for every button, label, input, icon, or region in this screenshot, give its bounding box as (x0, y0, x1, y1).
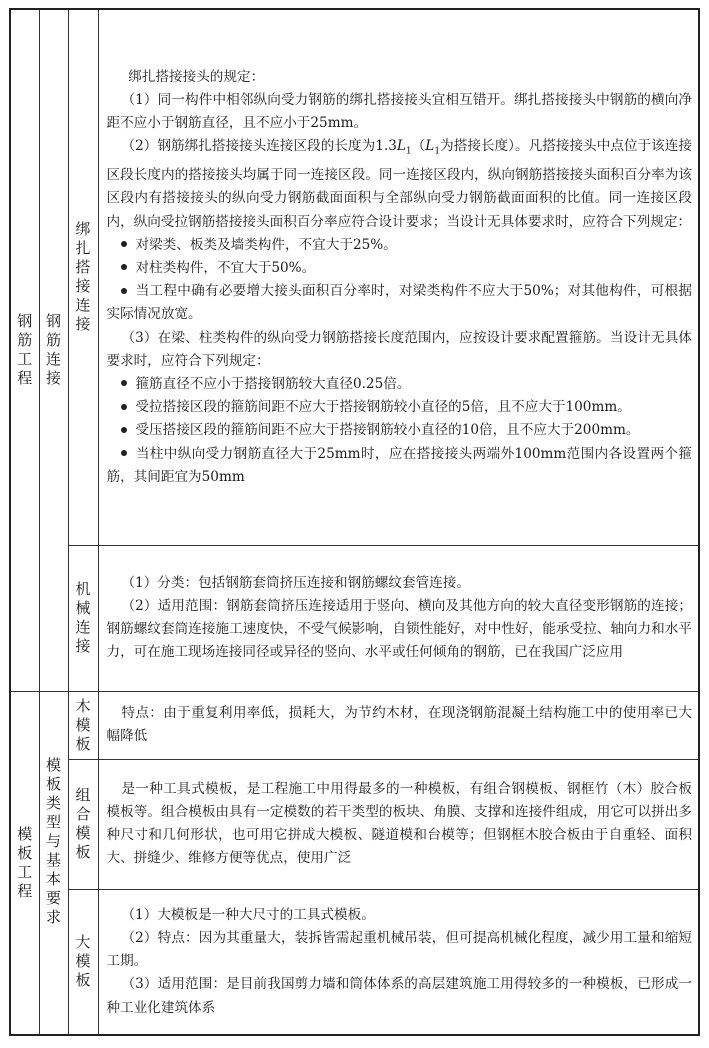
category-label: 钢筋工程 (17, 312, 33, 388)
paragraph: （1）大模板是一种大尺寸的工具式模板。 (121, 906, 375, 923)
table-row (10, 889, 699, 1035)
paragraph: （3）在梁、柱类构件的纵向受力钢筋搭接长度范围内，应按设计要求配置箍筋。当设计无具体要求时，应符合下列规定： (106, 329, 692, 369)
content-cell (98, 545, 699, 691)
paragraph: （2）钢筋绑扎搭接接头连接区段的长度为$1.3L_1(L_1$为搭接长度）。凡搭接接头中点位于该连接区段长度内的搭接接头均属于同一连接区段。同一连接区段内，纵向钢筋搭接接头面积百分率为该区段内有搭接接头的纵向受力钢筋截面面积与全部纵向受力钢筋截面面积的比值。同一连接区段内，纵向受拉钢筋搭接接头面积百分率应符合设计要求；当设计无具体要求时，应符合下列规定： (106, 138, 693, 230)
paragraph: （1）同一构件中相邻纵向受力钢筋的绑扎搭接接头宜相互错开。绑扎搭接接头中钢筋的横向净距不应小于钢筋直径，且不应小于25mm。 (106, 91, 692, 131)
paragraph: （2）特点：因为其重量大，装拆皆需起重机械吊装，但可提高机械化程度，减少用工量和缩短工期。 (106, 929, 692, 970)
method-label: 机械连接 (75, 580, 91, 655)
subcategory-cell (39, 691, 68, 1035)
method-cell (68, 691, 98, 759)
content-cell (98, 889, 699, 1035)
spec-table (9, 8, 700, 1036)
bullet-item: 受拉搭接区段的箍筋间距不应大于搭接钢筋较小直径的5倍，且不应大于100mm。 (107, 396, 693, 419)
method-cell (68, 545, 98, 691)
bullet-icon (121, 241, 127, 247)
rule-heading: 绑扎搭接接头的规定： (128, 68, 265, 85)
category-cell (10, 9, 39, 691)
bullet-icon (121, 450, 127, 456)
table-row (10, 9, 699, 545)
paragraph: （1）分类：包括钢筋套筒挤压连接和钢筋螺纹套管连接。 (121, 574, 470, 591)
paragraph: 是一种工具式模板，是工程施工中用得最多的一种模板，有组合钢模板、钢框竹（木）胶合板模板等。组合模板由具有一定模数的若干类型的板块、角膜、支撑和连接件组成，用它可以拼出多种尺寸和几何形状，也可用它拼成大模板、隧道模和台模等；但钢框木胶合板由于自重轻、面积大、拼缝少、维修方便等优点，使用广泛 (106, 780, 692, 867)
method-cell (68, 9, 98, 545)
paragraph: （3）适用范围：是目前我国剪力墙和筒体体系的高层建筑施工用得较多的一种模板，已形成一种工业化建筑体系 (106, 976, 692, 1016)
method-label: 绑扎搭接连接 (75, 220, 91, 334)
method-cell (68, 889, 98, 1035)
category-label: 模板工程 (17, 824, 33, 900)
bullet-item: 受压搭接区段的箍筋间距不应大于搭接钢筋较小直径的10倍，且不应大于200mm。 (107, 419, 693, 442)
subcategory-label: 钢筋连接 (46, 312, 62, 388)
subcategory-cell (39, 9, 68, 691)
paragraph: 特点：由于重复利用率低，损耗大，为节约木材，在现浇钢筋混凝土结构施工中的使用率已大幅降低 (106, 704, 692, 744)
bullet-item: 对梁类、板类及墙类构件，不宜大于25%。 (107, 234, 693, 257)
bullet-item: 当工程中确有必要增大接头面积百分率时，对梁类构件不应大于50%；对其他构件，可根据实际情况放宽。 (106, 283, 692, 323)
table-row (10, 545, 699, 691)
method-label: 木模板 (75, 696, 91, 753)
bullet-icon (121, 427, 127, 433)
bullet-icon (121, 404, 127, 410)
method-cell (68, 759, 98, 889)
bullet-item: 当柱中纵向受力钢筋直径大于25mm时，应在搭接接头两端外100mm范围内各设置两个箍筋，其间距宜为50mm (106, 445, 692, 485)
bullet-icon (121, 288, 127, 294)
category-cell (10, 691, 39, 1035)
method-label: 大模板 (75, 933, 91, 990)
content-cell (98, 759, 699, 889)
bullet-icon (121, 264, 127, 270)
paragraph: （2）适用范围：钢筋套筒挤压连接适用于竖向、横向及其他方向的较大直径变形钢筋的连接；钢筋螺纹套筒连接施工速度快，不受气候影响，自锁性能好，对中性好，能承受拉、轴向力和水平力，可在施工现场连接同径或异径的竖向、水平或任何倾角的钢筋，已在我国广泛应用 (106, 597, 692, 661)
bullet-item: 箍筋直径不应小于搭接钢筋较大直径0.25倍。 (107, 373, 693, 396)
content-cell (98, 9, 699, 545)
table-row (10, 691, 699, 759)
table-row (10, 759, 699, 889)
bullet-item: 对柱类构件，不宜大于50%。 (107, 257, 693, 280)
bullet-icon (121, 380, 127, 386)
content-cell (98, 691, 699, 759)
subcategory-label: 模板类型与基本要求 (46, 755, 62, 926)
method-label: 组合模板 (75, 786, 91, 861)
